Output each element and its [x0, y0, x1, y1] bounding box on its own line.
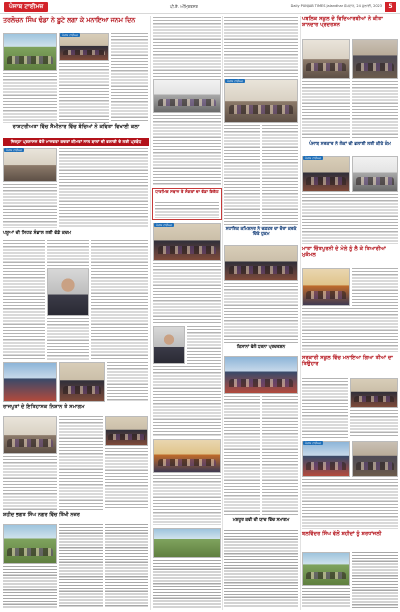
news-photo[interactable]: [153, 223, 221, 261]
article-text: [59, 524, 103, 608]
article-text: [155, 202, 219, 218]
article-text: [3, 456, 57, 510]
news-photo[interactable]: [302, 39, 350, 79]
headline[interactable]: ਸ਼ਹੀਦ ਭਗਤ ਸਿੰਘ ਨਗਰ ਵਿੱਚ ਤਿੱਖੀ ਨਜ਼ਰ: [3, 512, 80, 518]
news-photo[interactable]: [153, 439, 221, 473]
article-text: [3, 73, 57, 123]
news-photo[interactable]: [59, 33, 109, 61]
column-divider: [222, 16, 223, 610]
article-text: [153, 17, 221, 77]
news-photo[interactable]: [350, 378, 398, 408]
section-tag: ਪੰਜਾਬ ਟਾਈਮਜ਼: [227, 79, 243, 83]
article-text: [224, 125, 260, 225]
headline[interactable]: ਤਰਲੋਚਨ ਸਿੰਘ ਢੰਡਾ ਨੇ ਬੂਟੇ ਲਗਾ ਕੇ ਮਨਾਇਆ ਜਨਮ ਦਿਨ: [3, 17, 136, 24]
section-tag: ਪੰਜਾਬ ਟਾਈਮਜ਼: [156, 223, 172, 227]
headline[interactable]: ਰਾਜਪੂਤਾਂ ਦੇ ਇਤਿਹਾਸਕ ਨਿਸ਼ਾਨ ਤੇ ਸਮਾਗਮ: [3, 404, 85, 410]
article-text: [302, 194, 398, 244]
portrait-photo[interactable]: [153, 326, 185, 364]
masthead-logo[interactable]: ਪੰਜਾਬ ਟਾਈਮਜ਼: [4, 2, 48, 12]
article-text: [302, 308, 398, 352]
article-text: [91, 240, 148, 360]
portrait-photo[interactable]: [47, 268, 89, 316]
article-text: [262, 396, 298, 516]
headline[interactable]: ਸਰਕਾਰੀ ਸਕੂਲ ਵਿੱਚ ਮਨਾਇਆ ਗਿਆ ਤੀਆਂ ਦਾ ਤਿਉਹਾਰ: [302, 355, 393, 367]
headline[interactable]: ਰਾਸ਼ਟਰੀਅਤਾ ਵਿੱਚ ਸੈਮੀਨਾਰ ਵਿੱਚ ਬੱਚਿਆਂ ਨੇ ਕਵਿਤਾ ਵਿਖਾਈ ਕਲਾ: [12, 124, 140, 130]
article-text: [59, 148, 148, 228]
news-photo[interactable]: [3, 148, 57, 182]
column-divider: [300, 16, 301, 610]
article-text: [3, 566, 57, 608]
news-photo[interactable]: [3, 362, 57, 402]
article-text: [224, 396, 260, 516]
news-photo[interactable]: [153, 79, 221, 113]
section-tag: ਪੰਜਾਬ ਟਾਈਮਜ਼: [305, 441, 321, 445]
article-text: [107, 362, 148, 402]
article-text: [59, 63, 109, 123]
article-text: [105, 448, 148, 510]
masthead-date: Daily PUNJAB TIMES Jalandhar ਸੋਮਵਾਰ, 24 ਜੁਲਾਈ, 2023: [290, 4, 382, 8]
article-text: [302, 378, 348, 438]
article-text: [3, 240, 45, 360]
headline[interactable]: ਬਲਵਿੰਦਰ ਸਿੰਘ ਵੱਲੋਂ ਸ਼ਹੀਦਾਂ ਨੂੰ ਸ਼ਰਧਾਂਜਲੀ: [302, 531, 382, 537]
article-text: [47, 240, 89, 266]
news-photo[interactable]: [302, 156, 350, 192]
article-text: [153, 263, 221, 323]
headline[interactable]: ਪੰਜਾਬ ਸਰਕਾਰ ਨੇ ਲੋਕਾਂ ਦੀ ਭਲਾਈ ਲਈ ਕੀਤੇ ਕੰਮ: [309, 142, 391, 147]
news-photo[interactable]: [153, 528, 221, 558]
section-tag: ਪੰਜਾਬ ਟਾਈਮਜ਼: [62, 33, 78, 37]
news-photo[interactable]: [302, 268, 350, 306]
news-photo[interactable]: [302, 552, 350, 586]
masthead-city: ਪੀ.ਏ. ਅੰਮ੍ਰਿਤਸਰ: [170, 4, 198, 9]
headline[interactable]: ਸਹਾਇਕ ਕਮਿਸ਼ਨਰ ਨੇ ਦਫ਼ਤਰ ਦਾ ਦੌਰਾ ਕਰਕੇ ਦਿੱਤੇ ਹੁਕਮ: [225, 227, 297, 237]
headline[interactable]: ਮਾਤਾ ਚਿੰਤਪੂਰਨੀ ਦੇ ਮੇਲੇ ਨੂੰ ਲੈ ਕੇ ਤਿਆਰੀਆਂ ਮੁਕੰਮਲ: [302, 246, 387, 258]
article-text: [153, 115, 221, 185]
news-photo[interactable]: [3, 33, 57, 71]
article-text: [352, 268, 398, 306]
article-text: [105, 524, 148, 608]
article-text: [352, 81, 398, 139]
article-text: [153, 475, 221, 525]
article-text: [3, 184, 57, 228]
news-photo[interactable]: [3, 524, 57, 564]
masthead: [0, 0, 400, 14]
article-text: [111, 33, 148, 123]
section-tag: ਪੰਜਾਬ ਟਾਈਮਜ਼: [6, 148, 22, 152]
article-text: [153, 366, 221, 436]
article-text: [47, 318, 89, 360]
headline[interactable]: ਕਿਸਾਨਾਂ ਵੱਲੋਂ ਧਰਨਾ ਪ੍ਰਦਰਸ਼ਨ: [236, 345, 286, 350]
news-photo[interactable]: [352, 156, 398, 192]
article-text: [302, 81, 350, 139]
headline[interactable]: ਮਸ਼ਹੂਰ ਕਵੀ ਦੀ ਯਾਦ ਵਿੱਚ ਸਮਾਗਮ: [232, 518, 290, 523]
news-photo[interactable]: [352, 39, 398, 79]
page-number: 5: [385, 2, 396, 12]
article-text: [262, 125, 298, 225]
article-text: [187, 326, 221, 364]
article-text: [59, 416, 103, 510]
news-photo[interactable]: [105, 416, 148, 446]
article-text: [302, 588, 350, 608]
headline[interactable]: ਧਾਰਮਿਕ ਸਥਾਨ ਤੇ ਸੰਗਤਾਂ ਦਾ ਵੱਡਾ ਇਕੱਠ: [155, 189, 219, 194]
news-photo[interactable]: [224, 245, 298, 281]
column-divider: [150, 16, 151, 610]
headline[interactable]: ਪਸ਼ੂਆਂ ਦੀ ਸਿਹਤ ਸੰਭਾਲ ਲਈ ਵੱਡੇ ਕਦਮ: [3, 231, 72, 236]
section-tag: ਪੰਜਾਬ ਟਾਈਮਜ਼: [305, 156, 321, 160]
article-text: [302, 479, 398, 529]
news-photo[interactable]: [302, 441, 350, 477]
news-photo[interactable]: [224, 356, 298, 394]
news-photo[interactable]: [224, 79, 298, 123]
article-text: [224, 17, 298, 77]
news-photo[interactable]: [352, 441, 398, 477]
article-text: [352, 552, 398, 608]
headline[interactable]: ਪਬਲਿਕ ਸਕੂਲ ਦੇ ਵਿਦਿਆਰਥੀਆਂ ਨੇ ਕੀਤਾ ਸ਼ਾਨਦਾਰ ਪ੍ਰਦਰਸ਼ਨ: [302, 16, 383, 28]
article-text: [224, 530, 298, 608]
section-band: ਜ਼ਿਲ੍ਹਾ ਪ੍ਰਸ਼ਾਸਨ ਵੱਲੋਂ ਮਾਨਵਤਾ ਕਦਰਾਂ ਕੀਮਤਾਂ ਨਾਲ ਬਾਲਾਂ ਦੀ ਭਲਾਈ ਦੇ ਲਈ ਪ੍ਰਬੰਧ: [3, 138, 149, 146]
article-text: [153, 560, 221, 608]
news-photo[interactable]: [3, 416, 57, 454]
article-text: [224, 283, 298, 343]
news-photo[interactable]: [59, 362, 105, 402]
article-text: [350, 410, 398, 438]
